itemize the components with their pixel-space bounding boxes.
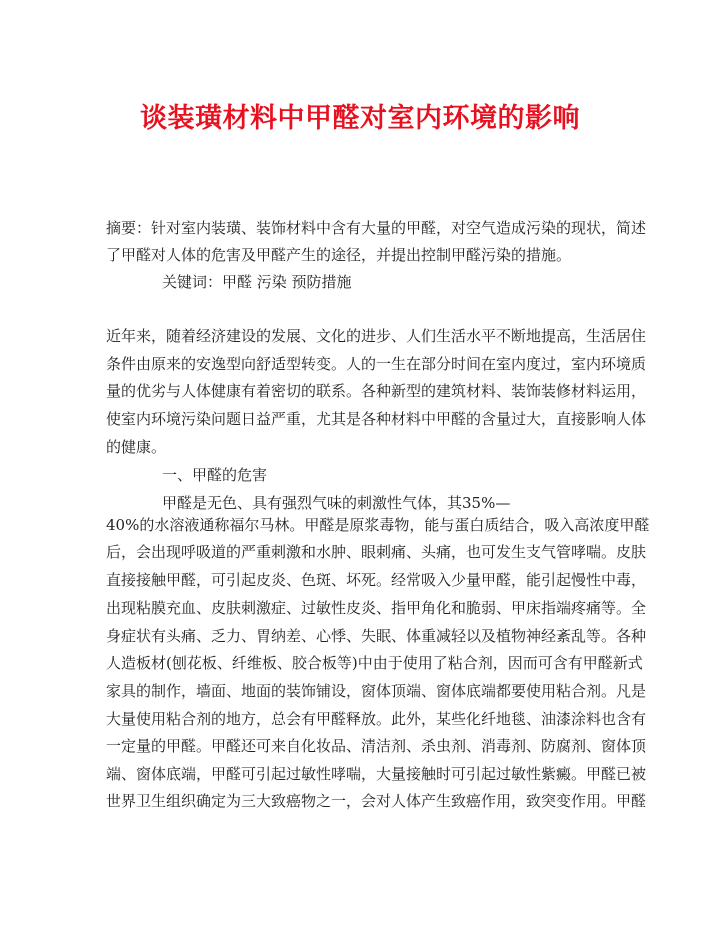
paragraph-line: 甲醛是无色、具有强烈气味的刺激性气体，其35%— bbox=[162, 494, 511, 512]
document-title: 谈装璜材料中甲醛对室内环境的影响 bbox=[140, 103, 580, 134]
section-heading: 一、甲醛的危害 bbox=[162, 466, 268, 484]
paragraph-line: 近年来，随着经济建设的发展、文化的进步、人们生活水平不断地提高，生活居住 bbox=[106, 327, 647, 345]
keywords: 关键词：甲醛 污染 预防措施 bbox=[162, 273, 352, 291]
abstract-line: 了甲醛对人体的危害及甲醛产生的途径，并提出控制甲醛污染的措施。 bbox=[106, 246, 572, 264]
paragraph-line: 条件由原来的安逸型向舒适型转变。人的一生在部分时间在室内度过，室内环境质 bbox=[106, 355, 647, 373]
paragraph-line: 家具的制作，墙面、地面的装饰铺设，窗体顶端、窗体底端都要使用粘合剂。凡是 bbox=[106, 682, 647, 700]
paragraph-line: 人造板材(刨花板、纤维板、胶合板等)中由于使用了粘合剂，因而可含有甲醛新式 bbox=[106, 654, 643, 672]
paragraph-line: 的健康。 bbox=[106, 438, 167, 456]
paragraph-line: 端、窗体底端，甲醛可引起过敏性哮喘，大量接触时可引起过敏性紫癜。甲醛已被 bbox=[106, 765, 647, 783]
paragraph-line: 40%的水溶液通称福尔马林。甲醛是原浆毒物，能与蛋白质结合，吸入高浓度甲醛 bbox=[106, 516, 650, 534]
abstract-line: 摘要：针对室内装璜、装饰材料中含有大量的甲醛，对空气造成污染的现状，简述 bbox=[106, 219, 647, 237]
paragraph-line: 使室内环境污染问题日益严重，尤其是各种材料中甲醛的含量过大，直接影响人体 bbox=[106, 410, 647, 428]
paragraph-line: 直接接触甲醛，可引起皮炎、色斑、坏死。经常吸入少量甲醛，能引起慢性中毒， bbox=[106, 571, 647, 589]
paragraph-line: 出现粘膜充血、皮肤刺激症、过敏性皮炎、指甲角化和脆弱、甲床指端疼痛等。全 bbox=[106, 599, 647, 617]
paragraph-line: 世界卫生组织确定为三大致癌物之一，会对人体产生致癌作用，致突变作用。甲醛 bbox=[106, 792, 647, 810]
paragraph-line: 一定量的甲醛。甲醛还可来自化妆品、清洁剂、杀虫剂、消毒剂、防腐剂、窗体顶 bbox=[106, 737, 647, 755]
paragraph-line: 量的优劣与人体健康有着密切的联系。各种新型的建筑材料、装饰装修材料运用， bbox=[106, 382, 647, 400]
paragraph-line: 大量使用粘合剂的地方，总会有甲醛释放。此外，某些化纤地毯、油漆涂料也含有 bbox=[106, 710, 647, 728]
paragraph-line: 身症状有头痛、乏力、胃纳差、心悸、失眠、体重减轻以及植物神经紊乱等。各种 bbox=[106, 627, 647, 645]
paragraph-line: 后，会出现呼吸道的严重刺激和水肿、眼刺痛、头痛，也可发生支气管哮喘。皮肤 bbox=[106, 543, 647, 561]
